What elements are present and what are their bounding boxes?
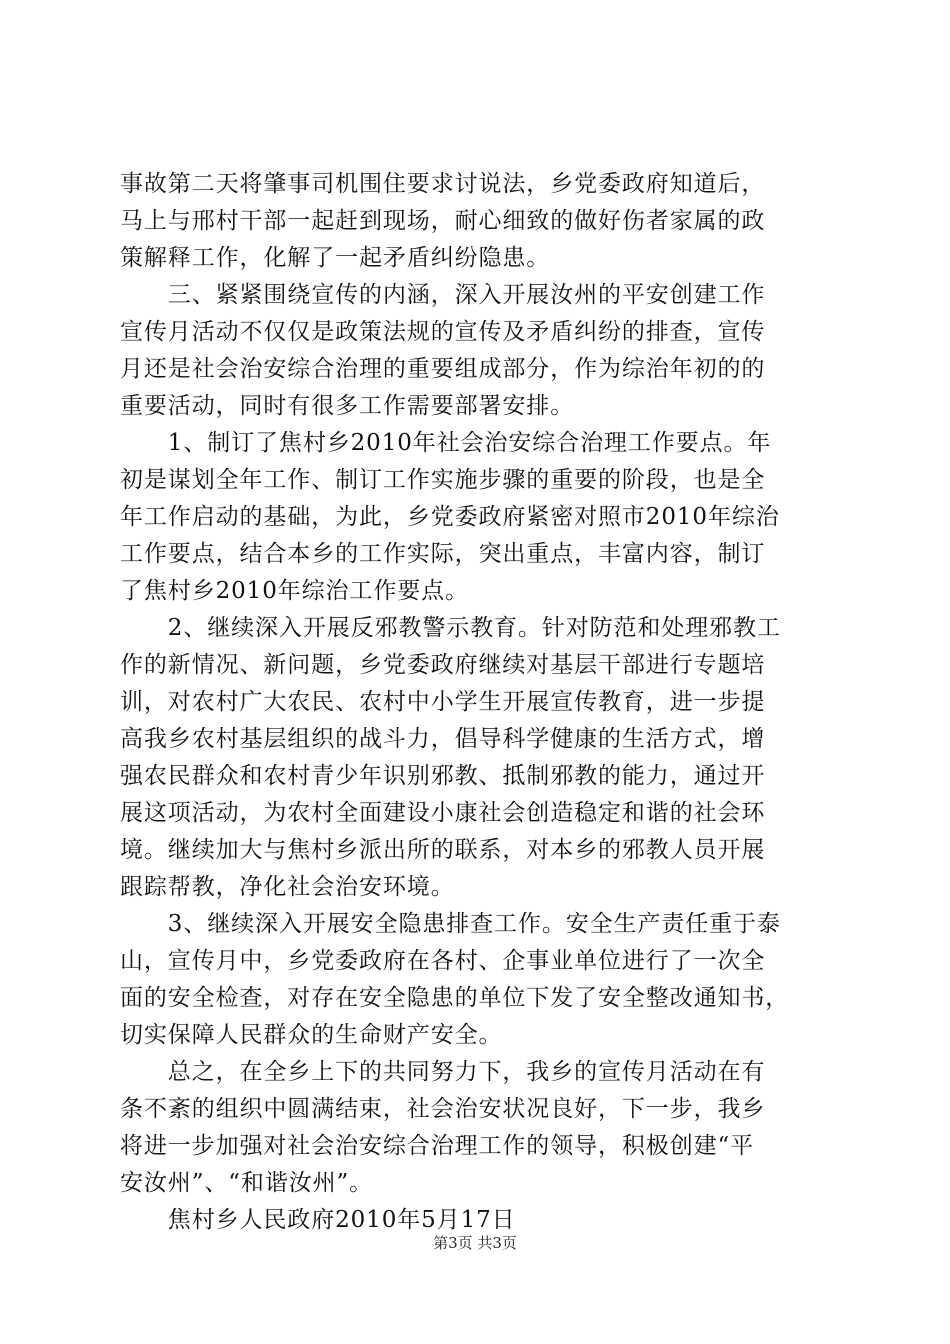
text-line: 作的新情况、新问题，乡党委政府继续对基层干部进行专题培 [120,652,766,678]
document-body [120,166,840,1239]
text-line: 条不紊的组织中圆满结束，社会治安状况良好，下一步，我乡 [120,1096,766,1122]
text-line: 境。继续加大与焦村乡派出所的联系，对本乡的邪教人员开展 [120,837,766,863]
text-line: 重要活动，同时有很多工作需要部署安排。 [120,393,575,419]
text-line: 月还是社会治安综合治理的重要组成部分，作为综治年初的的 [120,356,766,382]
text-line: 三、紧紧围绕宣传的内涵，深入开展汝州的平安创建工作 [120,282,766,308]
text-line: 事故第二天将肇事司机围住要求讨说法，乡党委政府知道后， [120,171,766,197]
text-line: 1、制订了焦村乡2010年社会治安综合治理工作要点。年 [120,430,772,456]
text-line: 2、继续深入开展反邪教警示教育。针对防范和处理邪教工 [120,615,781,641]
text-line: 宣传月活动不仅仅是政策法规的宣传及矛盾纠纷的排查，宣传 [120,319,766,345]
text-line: 将进一步加强对社会治安综合治理工作的领导，积极创建“平 [120,1133,755,1159]
text-line: 了焦村乡2010年综治工作要点。 [120,578,469,604]
text-line: 训，对农村广大农民、农村中小学生开展宣传教育，进一步提 [120,689,766,715]
signature-date-line: 焦村乡人民政府2010年5月17日 [120,1207,516,1233]
text-line: 高我乡农村基层组织的战斗力，倡导科学健康的生活方式，增 [120,726,766,752]
text-line: 展这项活动，为农村全面建设小康社会创造稳定和谐的社会环 [120,800,766,826]
text-line: 面的安全检查，对存在安全隐患的单位下发了安全整改通知书， [120,985,790,1011]
text-line: 年工作启动的基础，为此，乡党委政府紧密对照市2010年综治 [120,504,780,530]
text-line: 初是谋划全年工作、制订工作实施步骤的重要的阶段，也是全 [120,467,766,493]
text-line: 工作要点，结合本乡的工作实际，突出重点，丰富内容，制订 [120,541,766,567]
text-line: 强农民群众和农村青少年识别邪教、抵制邪教的能力，通过开 [120,763,766,789]
text-line: 总之，在全乡上下的共同努力下，我乡的宣传月活动在有 [120,1059,766,1085]
text-line: 3、继续深入开展安全隐患排查工作。安全生产责任重于泰 [120,911,781,937]
text-line: 切实保障人民群众的生命财产安全。 [120,1022,503,1048]
text-line: 马上与邢村干部一起赶到现场，耐心细致的做好伤者家属的政 [120,208,766,234]
text-line: 跟踪帮教，净化社会治安环境。 [120,874,455,900]
text-line: 山，宣传月中，乡党委政府在各村、企事业单位进行了一次全 [120,948,766,974]
page-number-footer: 第3页 共3页 [433,1234,517,1252]
text-line: 策解释工作，化解了一起矛盾纠纷隐患。 [120,245,551,271]
text-line: 安汝州”、“和谐汝州”。 [120,1170,374,1196]
